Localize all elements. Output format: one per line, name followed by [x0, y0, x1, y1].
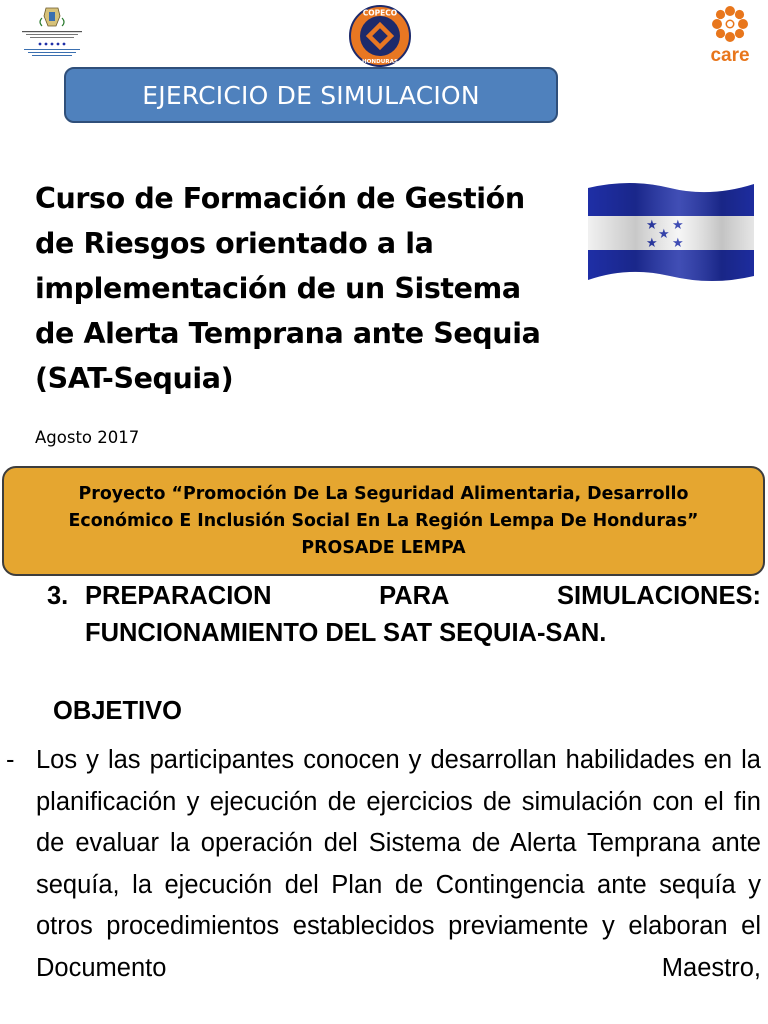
section-heading-word: PARA — [379, 582, 450, 610]
course-date: Agosto 2017 — [35, 428, 140, 447]
course-title-line: implementación de un Sistema — [35, 272, 521, 305]
project-box — [2, 466, 765, 576]
section-heading — [47, 578, 761, 652]
course-title-line: de Riesgos orientado a la — [35, 227, 434, 260]
course-title-line: Curso de Formación de Gestión — [35, 182, 525, 215]
project-line: Proyecto “Promoción De La Seguridad Alimentaria, Desarrollo — [78, 483, 689, 504]
copeco-logo-subtext: HONDURAS — [362, 59, 398, 65]
bullet-dash: - — [6, 746, 15, 774]
copeco-logo-icon — [348, 4, 412, 68]
section-heading-word: SIMULACIONES: — [556, 582, 761, 610]
course-title — [35, 176, 575, 401]
copeco-logo-text: COPECO — [362, 8, 398, 18]
simulation-exercise-banner — [64, 67, 558, 123]
project-acronym: PROSADE LEMPA — [301, 537, 466, 558]
objective-paragraph: Los y las participantes conocen y desarrollan habilidades en la planificación y ejecución de ejercicios de simulación con el fin de evaluar la operación del Sistema de Alerta Temprana ante sequía, la ejecución del Plan de Contingencia ante sequía y otros procedimientos establecidos previamente y elaboran el Documento Maestro, — [36, 746, 761, 982]
objective-heading: OBJETIVO — [53, 697, 182, 725]
seal-emblem — [40, 8, 64, 26]
course-title-line: (SAT-Sequia) — [35, 362, 234, 395]
care-logo-icon — [702, 2, 758, 64]
project-line: Económico E Inclusión Social En La Región Lempa De Honduras” — [68, 510, 699, 531]
objective-body — [6, 740, 761, 989]
banner-title: EJERCICIO DE SIMULACION — [142, 80, 480, 110]
course-title-line: de Alerta Temprana ante Sequia — [35, 317, 541, 350]
section-heading-line: FUNCIONAMIENTO DEL SAT SEQUIA-SAN. — [85, 619, 607, 647]
honduras-flag-icon — [584, 180, 756, 286]
honduras-government-seal-icon — [16, 4, 88, 62]
section-heading-word: PREPARACION — [85, 582, 272, 610]
care-logo-text: care — [710, 45, 750, 64]
section-number: 3. — [47, 582, 69, 610]
